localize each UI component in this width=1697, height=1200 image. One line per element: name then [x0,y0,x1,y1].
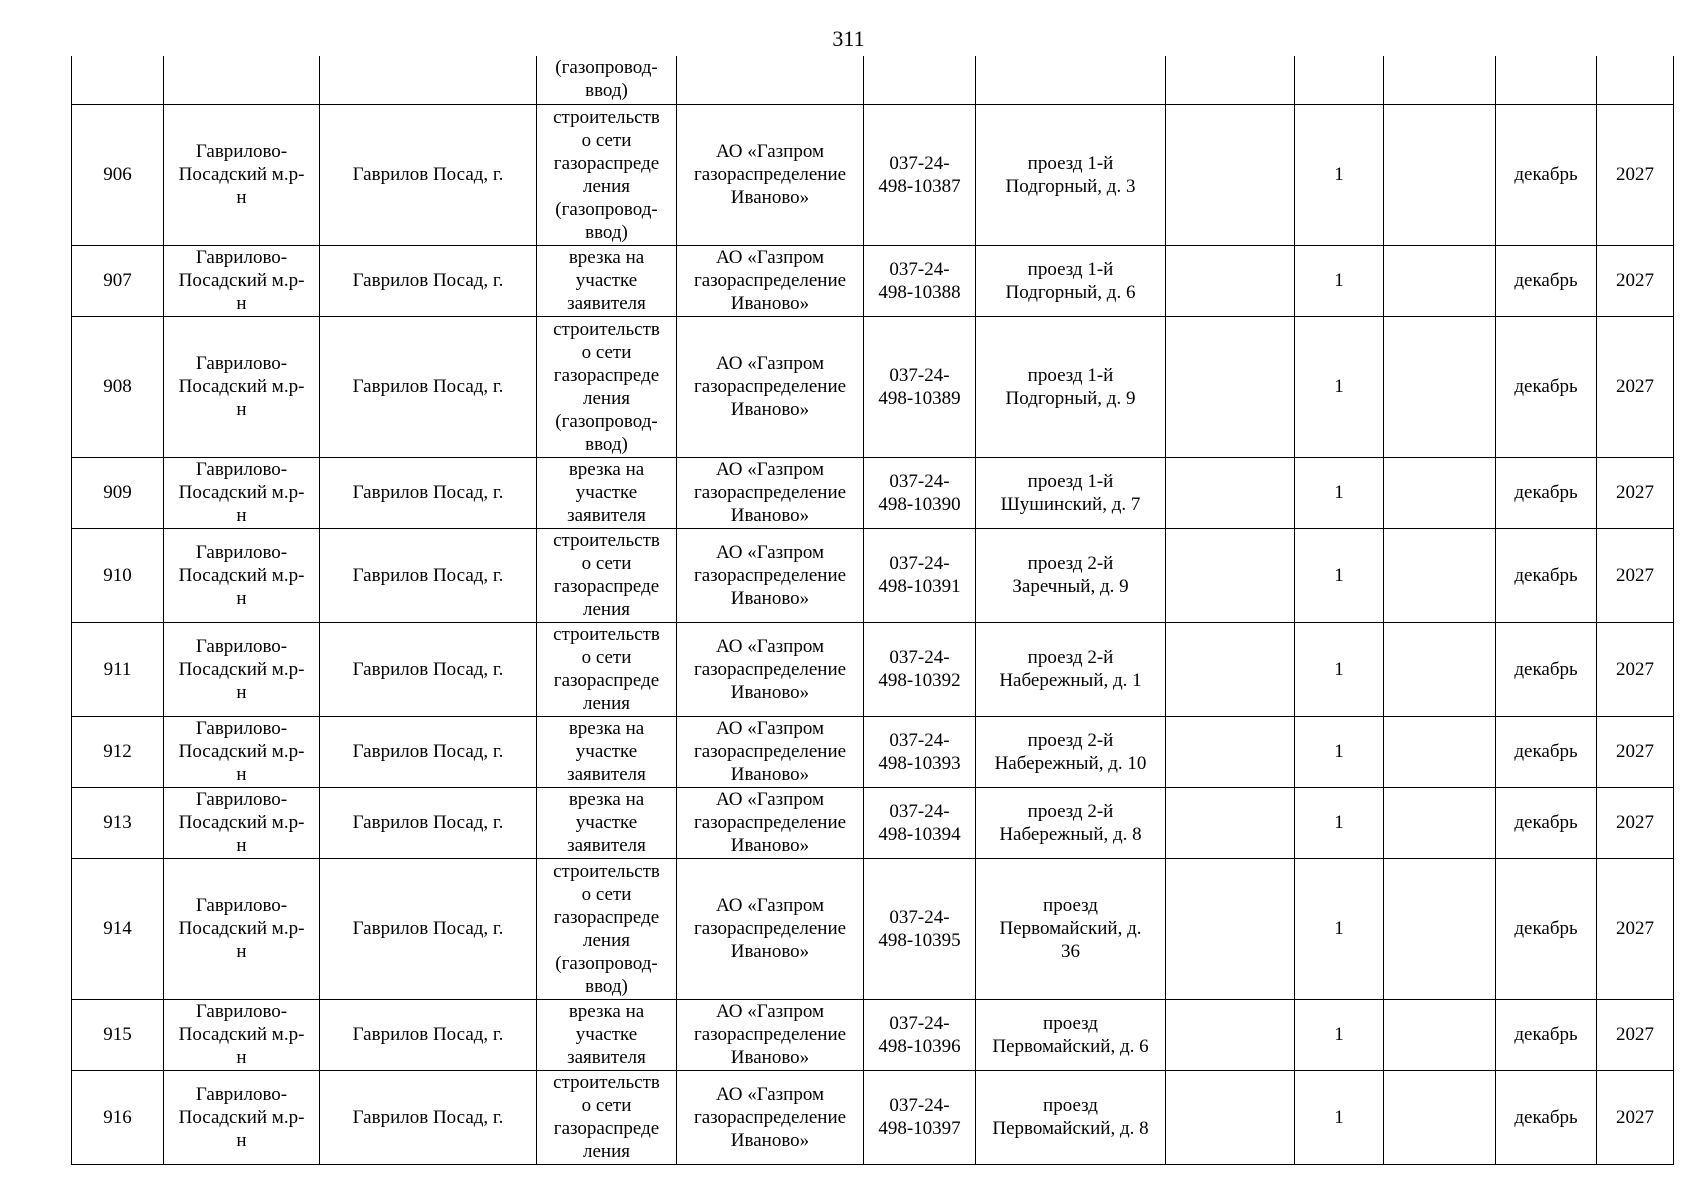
cell-district: Гаврилово- Посадский м.р- н [164,1070,320,1164]
cell-code: 037-24- 498-10387 [864,104,976,245]
cell-organization: АО «Газпром газораспределение Иваново» [677,787,864,858]
cell-month: декабрь [1496,528,1597,622]
cell-qty [1295,56,1384,104]
cell-address: проезд Первомайский, д. 6 [976,999,1166,1070]
cell-month: декабрь [1496,457,1597,528]
cell-qty: 1 [1295,457,1384,528]
cell-code: 037-24- 498-10388 [864,245,976,316]
cell-district: Гаврилово- Посадский м.р- н [164,245,320,316]
cell-no: 911 [72,622,164,716]
cell-work-type: строительств о сети газораспреде ления (газопровод- ввод) [537,316,677,457]
cell-qty: 1 [1295,858,1384,999]
table-row [72,316,1674,457]
cell-district: Гаврилово- Посадский м.р- н [164,528,320,622]
cell-col8 [1166,56,1295,104]
cell-work-type: врезка на участке заявителя [537,999,677,1070]
cell-work-type: строительств о сети газораспреде ления (газопровод- ввод) [537,858,677,999]
cell-district: Гаврилово- Посадский м.р- н [164,622,320,716]
cell-qty: 1 [1295,104,1384,245]
table-row [72,787,1674,858]
cell-organization: АО «Газпром газораспределение Иваново» [677,716,864,787]
cell-col10 [1384,56,1496,104]
cell-col10 [1384,999,1496,1070]
cell-organization: АО «Газпром газораспределение Иваново» [677,858,864,999]
cell-year: 2027 [1597,245,1674,316]
table-row [72,716,1674,787]
cell-work-type: врезка на участке заявителя [537,787,677,858]
cell-no: 910 [72,528,164,622]
cell-locality: Гаврилов Посад, г. [320,528,537,622]
table-row [72,104,1674,245]
cell-no: 909 [72,457,164,528]
cell-month: декабрь [1496,245,1597,316]
cell-work-type: врезка на участке заявителя [537,245,677,316]
cell-locality: Гаврилов Посад, г. [320,787,537,858]
cell-work-type: строительств о сети газораспреде ления [537,528,677,622]
table-row [72,999,1674,1070]
cell-no: 913 [72,787,164,858]
cell-locality: Гаврилов Посад, г. [320,316,537,457]
cell-month: декабрь [1496,999,1597,1070]
cell-code: 037-24- 498-10389 [864,316,976,457]
cell-qty: 1 [1295,622,1384,716]
cell-col10 [1384,104,1496,245]
table-row [72,457,1674,528]
cell-no: 906 [72,104,164,245]
cell-address: проезд Первомайский, д. 8 [976,1070,1166,1164]
cell-month [1496,56,1597,104]
cell-district: Гаврилово- Посадский м.р- н [164,316,320,457]
cell-col8 [1166,999,1295,1070]
cell-code: 037-24- 498-10392 [864,622,976,716]
cell-locality: Гаврилов Посад, г. [320,104,537,245]
table-row [72,245,1674,316]
cell-address [976,56,1166,104]
cell-code: 037-24- 498-10396 [864,999,976,1070]
cell-locality: Гаврилов Посад, г. [320,1070,537,1164]
gas-connection-table [71,56,1674,1165]
cell-year: 2027 [1597,858,1674,999]
cell-address: проезд 1-й Шушинский, д. 7 [976,457,1166,528]
cell-code: 037-24- 498-10393 [864,716,976,787]
cell-code: 037-24- 498-10395 [864,858,976,999]
cell-col10 [1384,245,1496,316]
cell-col8 [1166,1070,1295,1164]
cell-locality [320,56,537,104]
cell-organization: АО «Газпром газораспределение Иваново» [677,1070,864,1164]
cell-col10 [1384,716,1496,787]
cell-month: декабрь [1496,622,1597,716]
cell-year: 2027 [1597,622,1674,716]
cell-col8 [1166,245,1295,316]
cell-organization: АО «Газпром газораспределение Иваново» [677,528,864,622]
cell-organization: АО «Газпром газораспределение Иваново» [677,245,864,316]
cell-work-type: врезка на участке заявителя [537,457,677,528]
cell-qty: 1 [1295,1070,1384,1164]
cell-code: 037-24- 498-10390 [864,457,976,528]
cell-code: 037-24- 498-10391 [864,528,976,622]
cell-work-type: строительств о сети газораспреде ления [537,1070,677,1164]
cell-district: Гаврилово- Посадский м.р- н [164,999,320,1070]
cell-locality: Гаврилов Посад, г. [320,245,537,316]
cell-month: декабрь [1496,316,1597,457]
cell-address: проезд 2-й Заречный, д. 9 [976,528,1166,622]
cell-locality: Гаврилов Посад, г. [320,716,537,787]
cell-district: Гаврилово- Посадский м.р- н [164,457,320,528]
cell-month: декабрь [1496,787,1597,858]
cell-col10 [1384,858,1496,999]
cell-year: 2027 [1597,528,1674,622]
cell-organization: АО «Газпром газораспределение Иваново» [677,316,864,457]
cell-organization: АО «Газпром газораспределение Иваново» [677,104,864,245]
cell-qty: 1 [1295,316,1384,457]
cell-locality: Гаврилов Посад, г. [320,457,537,528]
cell-organization: АО «Газпром газораспределение Иваново» [677,622,864,716]
cell-col8 [1166,716,1295,787]
cell-col8 [1166,316,1295,457]
cell-address: проезд 2-й Набережный, д. 10 [976,716,1166,787]
cell-no: 914 [72,858,164,999]
cell-month: декабрь [1496,1070,1597,1164]
page-number: 311 [832,26,865,51]
cell-year: 2027 [1597,716,1674,787]
cell-no: 916 [72,1070,164,1164]
cell-address: проезд 1-й Подгорный, д. 3 [976,104,1166,245]
cell-locality: Гаврилов Посад, г. [320,999,537,1070]
cell-month: декабрь [1496,104,1597,245]
cell-col10 [1384,528,1496,622]
cell-district: Гаврилово- Посадский м.р- н [164,716,320,787]
cell-col8 [1166,622,1295,716]
cell-organization [677,56,864,104]
cell-col10 [1384,316,1496,457]
cell-work-type: (газопровод- ввод) [537,56,677,104]
cell-address: проезд 2-й Набережный, д. 8 [976,787,1166,858]
cell-year: 2027 [1597,1070,1674,1164]
cell-code: 037-24- 498-10397 [864,1070,976,1164]
cell-no: 907 [72,245,164,316]
cell-district [164,56,320,104]
cell-col10 [1384,622,1496,716]
cell-address: проезд 2-й Набережный, д. 1 [976,622,1166,716]
cell-no: 915 [72,999,164,1070]
cell-address: проезд 1-й Подгорный, д. 9 [976,316,1166,457]
cell-work-type: строительств о сети газораспреде ления (газопровод- ввод) [537,104,677,245]
cell-year: 2027 [1597,787,1674,858]
cell-qty: 1 [1295,999,1384,1070]
cell-col8 [1166,457,1295,528]
cell-month: декабрь [1496,716,1597,787]
cell-code: 037-24- 498-10394 [864,787,976,858]
cell-locality: Гаврилов Посад, г. [320,858,537,999]
table-row [72,622,1674,716]
cell-month: декабрь [1496,858,1597,999]
cell-organization: АО «Газпром газораспределение Иваново» [677,457,864,528]
cell-district: Гаврилово- Посадский м.р- н [164,787,320,858]
cell-no: 908 [72,316,164,457]
cell-district: Гаврилово- Посадский м.р- н [164,104,320,245]
cell-district: Гаврилово- Посадский м.р- н [164,858,320,999]
cell-code [864,56,976,104]
cell-year: 2027 [1597,457,1674,528]
cell-col10 [1384,1070,1496,1164]
cell-address: проезд 1-й Подгорный, д. 6 [976,245,1166,316]
cell-work-type: строительств о сети газораспреде ления [537,622,677,716]
cell-locality: Гаврилов Посад, г. [320,622,537,716]
cell-col8 [1166,104,1295,245]
cell-organization: АО «Газпром газораспределение Иваново» [677,999,864,1070]
cell-year: 2027 [1597,999,1674,1070]
cell-col8 [1166,858,1295,999]
cell-col8 [1166,787,1295,858]
cell-qty: 1 [1295,528,1384,622]
cell-col10 [1384,787,1496,858]
table-row [72,1070,1674,1164]
cell-address: проезд Первомайский, д. 36 [976,858,1166,999]
cell-col10 [1384,457,1496,528]
cell-col8 [1166,528,1295,622]
cell-year: 2027 [1597,316,1674,457]
continuation-row [72,56,1674,104]
cell-year: 2027 [1597,104,1674,245]
cell-no: 912 [72,716,164,787]
cell-qty: 1 [1295,716,1384,787]
cell-qty: 1 [1295,245,1384,316]
cell-work-type: врезка на участке заявителя [537,716,677,787]
table-row [72,528,1674,622]
cell-qty: 1 [1295,787,1384,858]
cell-year [1597,56,1674,104]
cell-no [72,56,164,104]
table-row [72,858,1674,999]
